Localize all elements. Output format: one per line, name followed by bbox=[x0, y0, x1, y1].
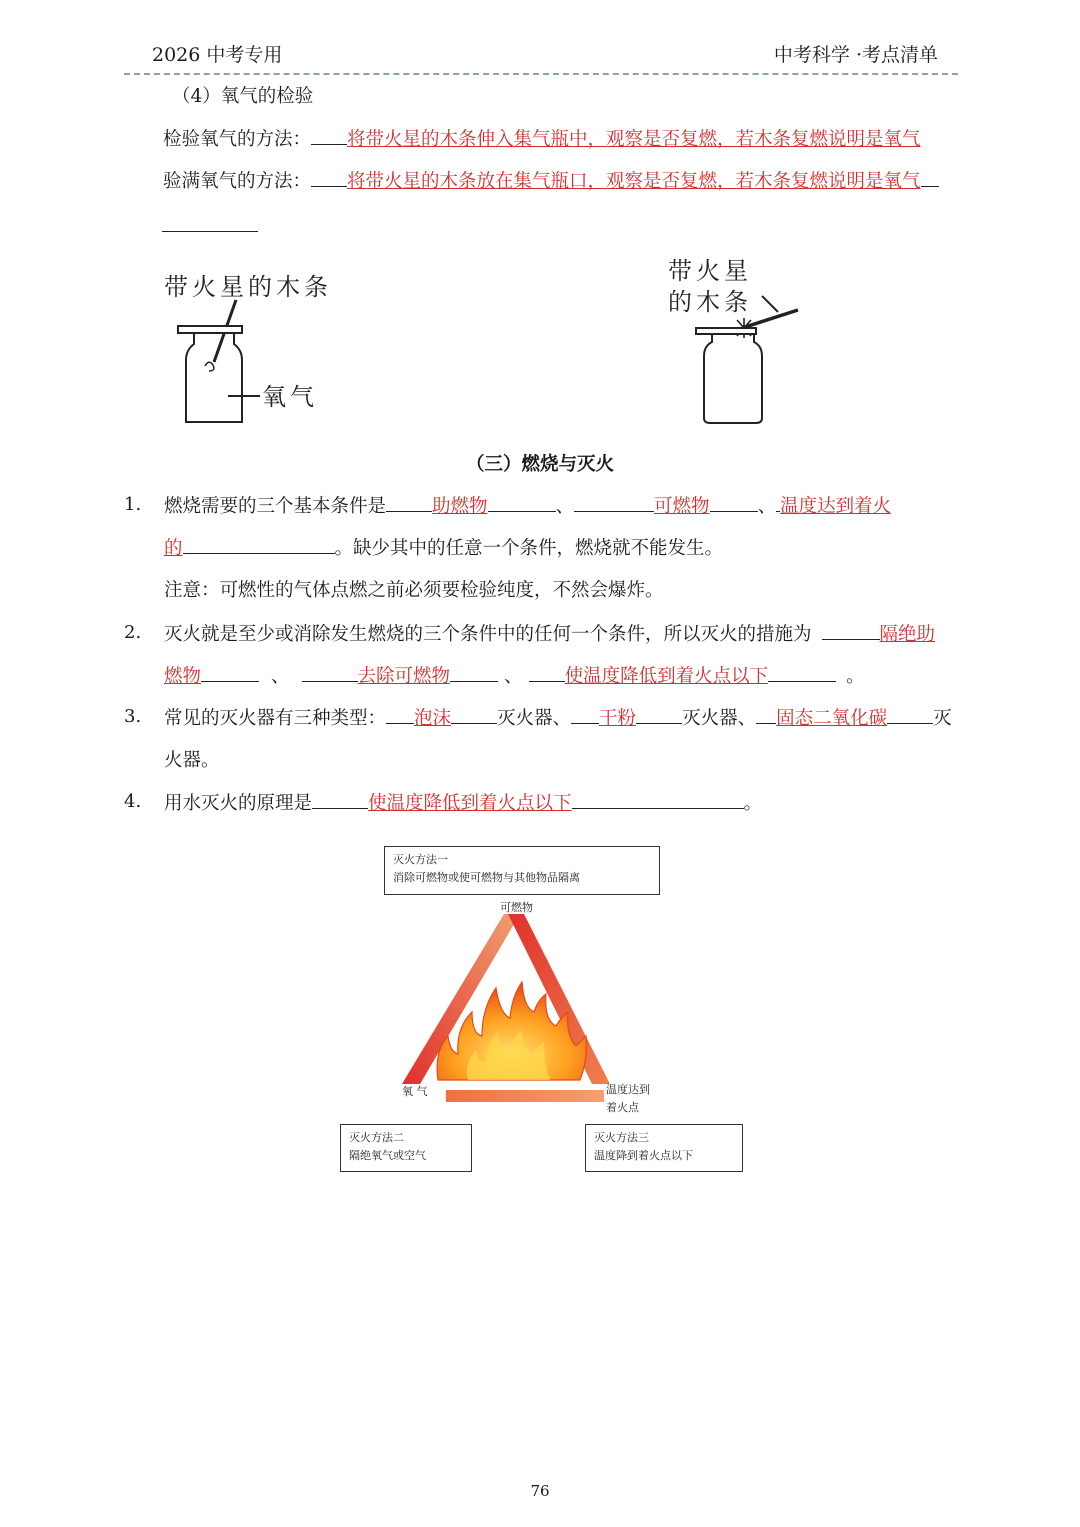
blank bbox=[386, 493, 432, 512]
blank bbox=[311, 126, 347, 145]
method-3-title: 灭火方法三 bbox=[594, 1131, 649, 1144]
item-1-answer-1: 助燃物 bbox=[432, 496, 488, 517]
separator: 、 bbox=[271, 666, 290, 687]
item-2-answer-1-cont: 燃物 bbox=[164, 666, 202, 687]
separator: 、 bbox=[504, 666, 523, 687]
method-2-title: 灭火方法二 bbox=[349, 1131, 404, 1144]
item-4-end: 。 bbox=[743, 793, 763, 814]
item-2-number: 2. bbox=[124, 622, 142, 643]
extinguish-method-3-box bbox=[585, 1124, 743, 1172]
oxygen-test-heading: （4）氧气的检验 bbox=[172, 86, 314, 107]
item-3-number: 3. bbox=[124, 706, 142, 727]
item-3-line-2: 火器。 bbox=[164, 750, 220, 771]
full-method-label: 验满氧气的方法： bbox=[163, 171, 312, 192]
left-figure-label: 带火星的木条 bbox=[164, 273, 332, 301]
blank bbox=[636, 705, 682, 724]
item-1-number: 1. bbox=[124, 494, 142, 515]
header-left: 2026 中考专用 bbox=[152, 44, 283, 66]
blank bbox=[302, 663, 358, 682]
blank bbox=[312, 790, 368, 809]
blank bbox=[822, 621, 880, 640]
item-2-end: 。 bbox=[846, 666, 865, 687]
full-method-line bbox=[163, 168, 939, 195]
item-3-text: 常见的灭火器有三种类型： bbox=[164, 708, 387, 729]
item-1-answer-3-cont: 的 bbox=[164, 538, 183, 559]
item-2-answer-2: 去除可燃物 bbox=[357, 666, 451, 687]
blank bbox=[887, 705, 933, 724]
answer-continuation-line bbox=[162, 231, 258, 232]
item-1-text: 燃烧需要的三个基本条件是 bbox=[164, 496, 387, 517]
test-method-label: 检验氧气的方法： bbox=[163, 129, 312, 150]
item-2-line-1 bbox=[164, 621, 935, 648]
triangle-left-label: 氧 气 bbox=[402, 1085, 428, 1098]
fire-triangle-graphic bbox=[398, 912, 614, 1104]
right-figure-label-1: 带火星 bbox=[668, 257, 752, 285]
triangle-top-label: 可燃物 bbox=[500, 901, 533, 914]
blank bbox=[183, 535, 335, 554]
item-3-answer-2: 干粉 bbox=[599, 708, 637, 729]
triangle-right-label-1: 温度达到 bbox=[606, 1083, 650, 1096]
blank bbox=[529, 663, 565, 682]
method-1-desc: 消除可燃物或使可燃物与其他物品隔离 bbox=[393, 871, 580, 884]
oxygen-full-test-figure bbox=[690, 290, 810, 430]
item-1-line-1 bbox=[164, 493, 891, 520]
page-number: 76 bbox=[530, 1482, 550, 1500]
method-2-desc: 隔绝氧气或空气 bbox=[349, 1149, 426, 1162]
item-4-number: 4. bbox=[124, 791, 142, 812]
item-1-note: 注意：可燃性的气体点燃之前必须要检验纯度，不然会爆炸。 bbox=[164, 580, 664, 601]
separator: 、 bbox=[555, 496, 575, 517]
blank bbox=[571, 705, 599, 724]
header-divider bbox=[124, 73, 958, 75]
item-3-answer-3: 固态二氧化碳 bbox=[776, 708, 888, 729]
left-figure-gas-label: 氧气 bbox=[262, 383, 318, 411]
blank bbox=[450, 663, 498, 682]
header-right: 中考科学 ·考点清单 bbox=[773, 44, 938, 66]
blank bbox=[756, 705, 776, 724]
blank bbox=[451, 705, 497, 724]
blank bbox=[311, 168, 347, 187]
blank bbox=[921, 168, 939, 187]
full-method-answer: 将带火星的木条放在集气瓶口，观察是否复燃，若木条复燃说明是氧气 bbox=[347, 171, 921, 192]
item-4-text: 用水灭火的原理是 bbox=[164, 793, 313, 814]
item-1-line-2 bbox=[164, 535, 723, 562]
section-title: （三）燃烧与灭火 bbox=[465, 454, 614, 475]
method-1-title: 灭火方法一 bbox=[393, 853, 448, 866]
method-3-desc: 温度降到着火点以下 bbox=[594, 1149, 693, 1162]
test-method-answer: 将带火星的木条伸入集气瓶中，观察是否复燃，若木条复燃说明是氧气 bbox=[347, 129, 921, 150]
blank bbox=[488, 493, 556, 512]
blank bbox=[768, 663, 836, 682]
item-3-line-1 bbox=[164, 705, 952, 732]
blank bbox=[572, 790, 744, 809]
item-4-line bbox=[164, 790, 762, 817]
item-2-answer-1: 隔绝助 bbox=[879, 624, 936, 645]
separator: 、 bbox=[757, 496, 777, 517]
right-figure-label-2: 的木条 bbox=[668, 288, 752, 316]
item-3-answer-1: 泡沫 bbox=[414, 708, 452, 729]
extinguish-method-2-box bbox=[340, 1124, 472, 1172]
item-1-text-b: 。缺少其中的任意一个条件，燃烧就不能发生。 bbox=[334, 538, 724, 559]
blank bbox=[386, 705, 414, 724]
item-4-answer: 使温度降低到着火点以下 bbox=[368, 793, 572, 814]
blank bbox=[710, 493, 758, 512]
test-method-line bbox=[163, 126, 921, 153]
item-1-answer-3: 温度达到着火 bbox=[780, 496, 892, 517]
extinguish-method-1-box bbox=[384, 846, 660, 895]
item-2-text: 灭火就是至少或消除发生燃烧的三个条件中的任何一个条件，所以灭火的措施为 bbox=[164, 624, 812, 645]
blank bbox=[574, 493, 654, 512]
item-1-answer-2: 可燃物 bbox=[654, 496, 710, 517]
item-3-mid-2: 灭火器、 bbox=[682, 708, 757, 729]
item-2-line-2 bbox=[164, 663, 865, 690]
item-3-mid-1: 灭火器、 bbox=[497, 708, 572, 729]
item-2-answer-3: 使温度降低到着火点以下 bbox=[564, 666, 769, 687]
blank bbox=[201, 663, 259, 682]
triangle-right-label-2: 着火点 bbox=[606, 1101, 639, 1114]
item-3-tail: 灭 bbox=[933, 708, 952, 729]
